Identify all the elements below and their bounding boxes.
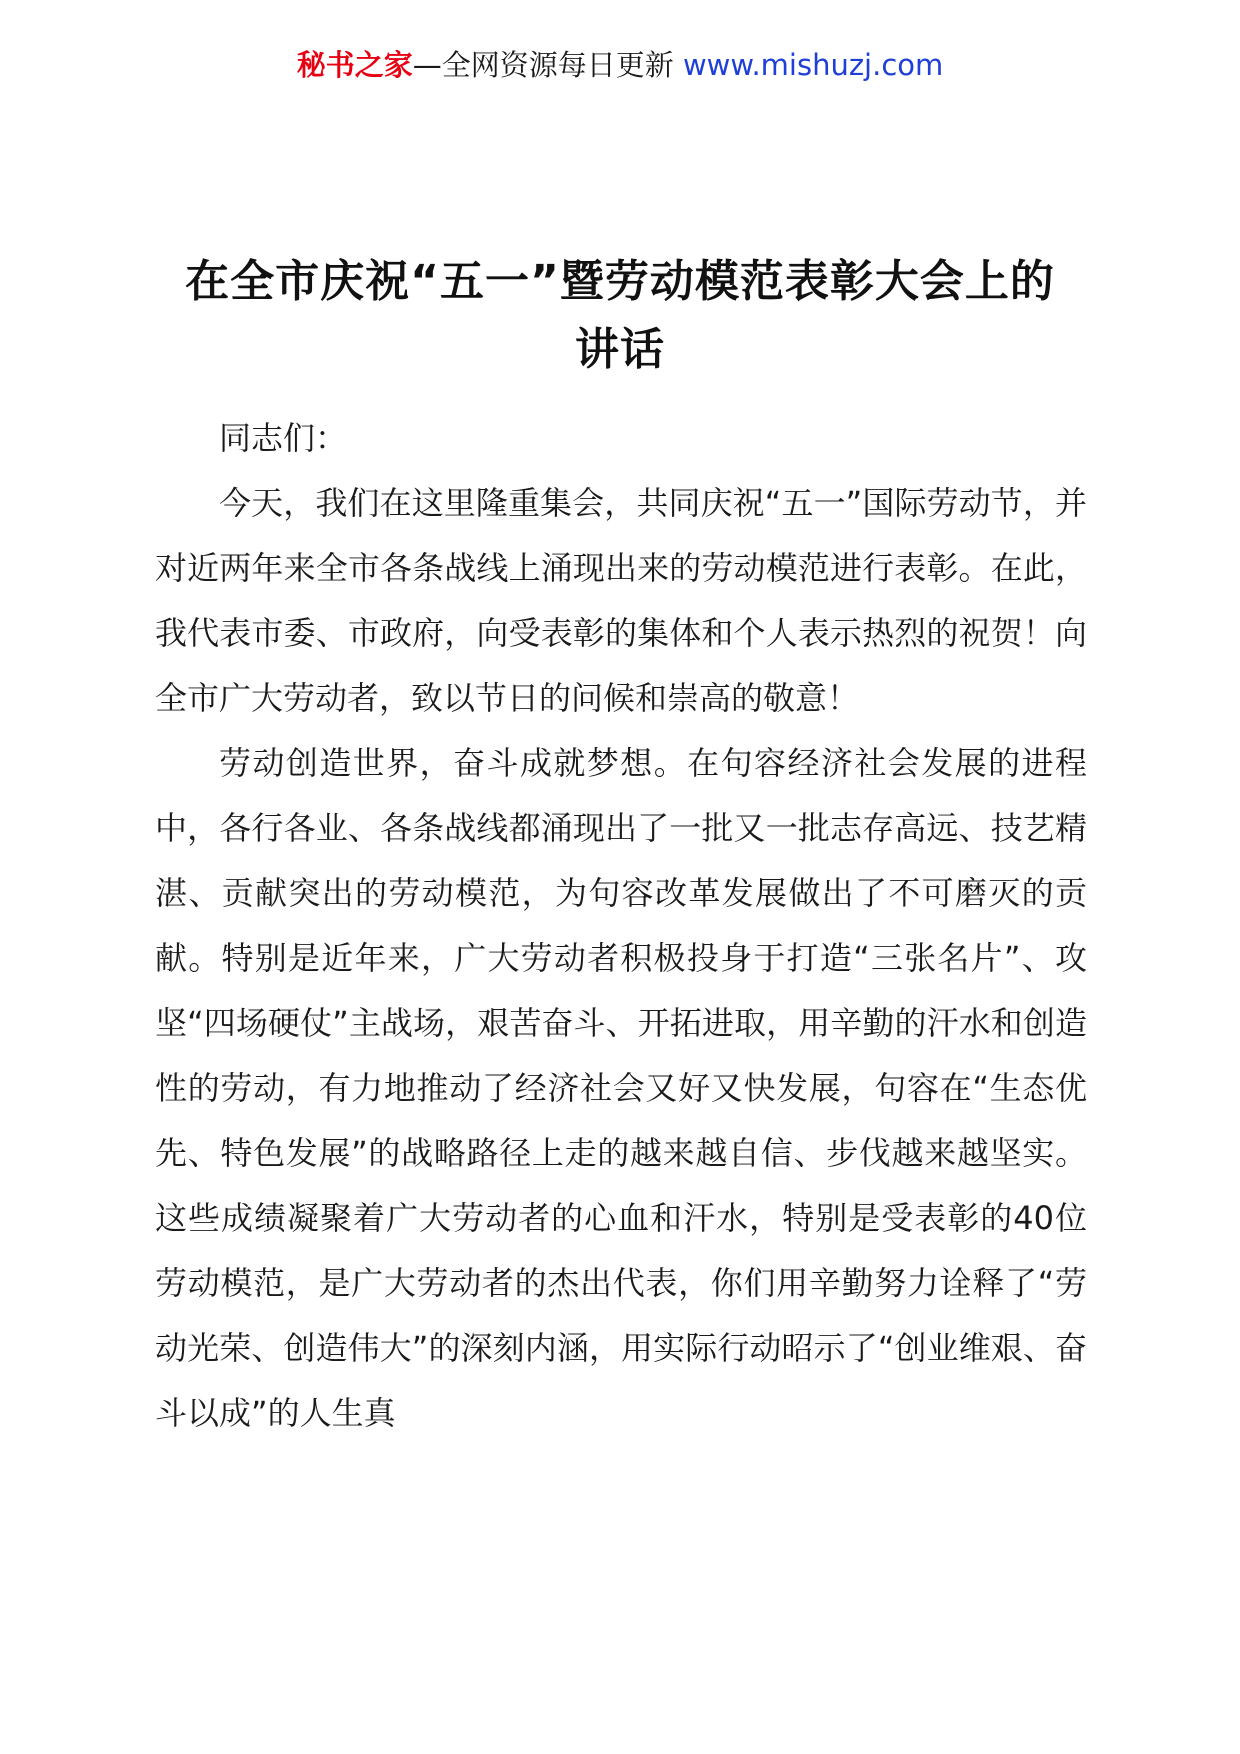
site-header: [0, 44, 1240, 86]
salutation: 同志们：: [219, 419, 348, 457]
document-title-line-2: 讲话: [575, 324, 665, 375]
document-title: [140, 248, 1100, 384]
paragraph: 劳动创造世界，奋斗成就梦想。在句容经济社会发展的进程中，各行各业、各条战线都涌现出了一批又一批志存高远、技艺精湛、贡献突出的劳动模范，为句容改革发展做出了不可磨灭的贡献。特别是近年来，广大劳动者积极投身于打造“三张名片”、攻坚“四场硬仗”主战场，艰苦奋斗、开拓进取，用辛勤的汗水和创造性的劳动，有力地推动了经济社会又好又快发展，句容在“生态优先、特色发展”的战略路径上走的越来越自信、步伐越来越坚实。这些成绩凝聚着广大劳动者的心血和汗水，特别是受表彰的40位劳动模范，是广大劳动者的杰出代表，你们用辛勤努力诠释了“劳动光荣、创造伟大”的深刻内涵，用实际行动昭示了“创业维艰、奋斗以成”的人生真: [155, 744, 1087, 1432]
document-title-line-1: 在全市庆祝“五一”暨劳动模范表彰大会上的: [185, 256, 1055, 307]
site-tagline: —全网资源每日更新: [412, 48, 674, 82]
site-brand[interactable]: 秘书之家: [296, 48, 413, 82]
site-url-link[interactable]: www.mishuzj.com: [682, 48, 944, 82]
document-body: [155, 406, 1087, 1446]
paragraph: 今天，我们在这里隆重集会，共同庆祝“五一”国际劳动节，并对近两年来全市各条战线上涌现出来的劳动模范进行表彰。在此，我代表市委、市政府，向受表彰的集体和个人表示热烈的祝贺！向全市广大劳动者，致以节日的问候和崇高的敬意！: [155, 484, 1087, 717]
